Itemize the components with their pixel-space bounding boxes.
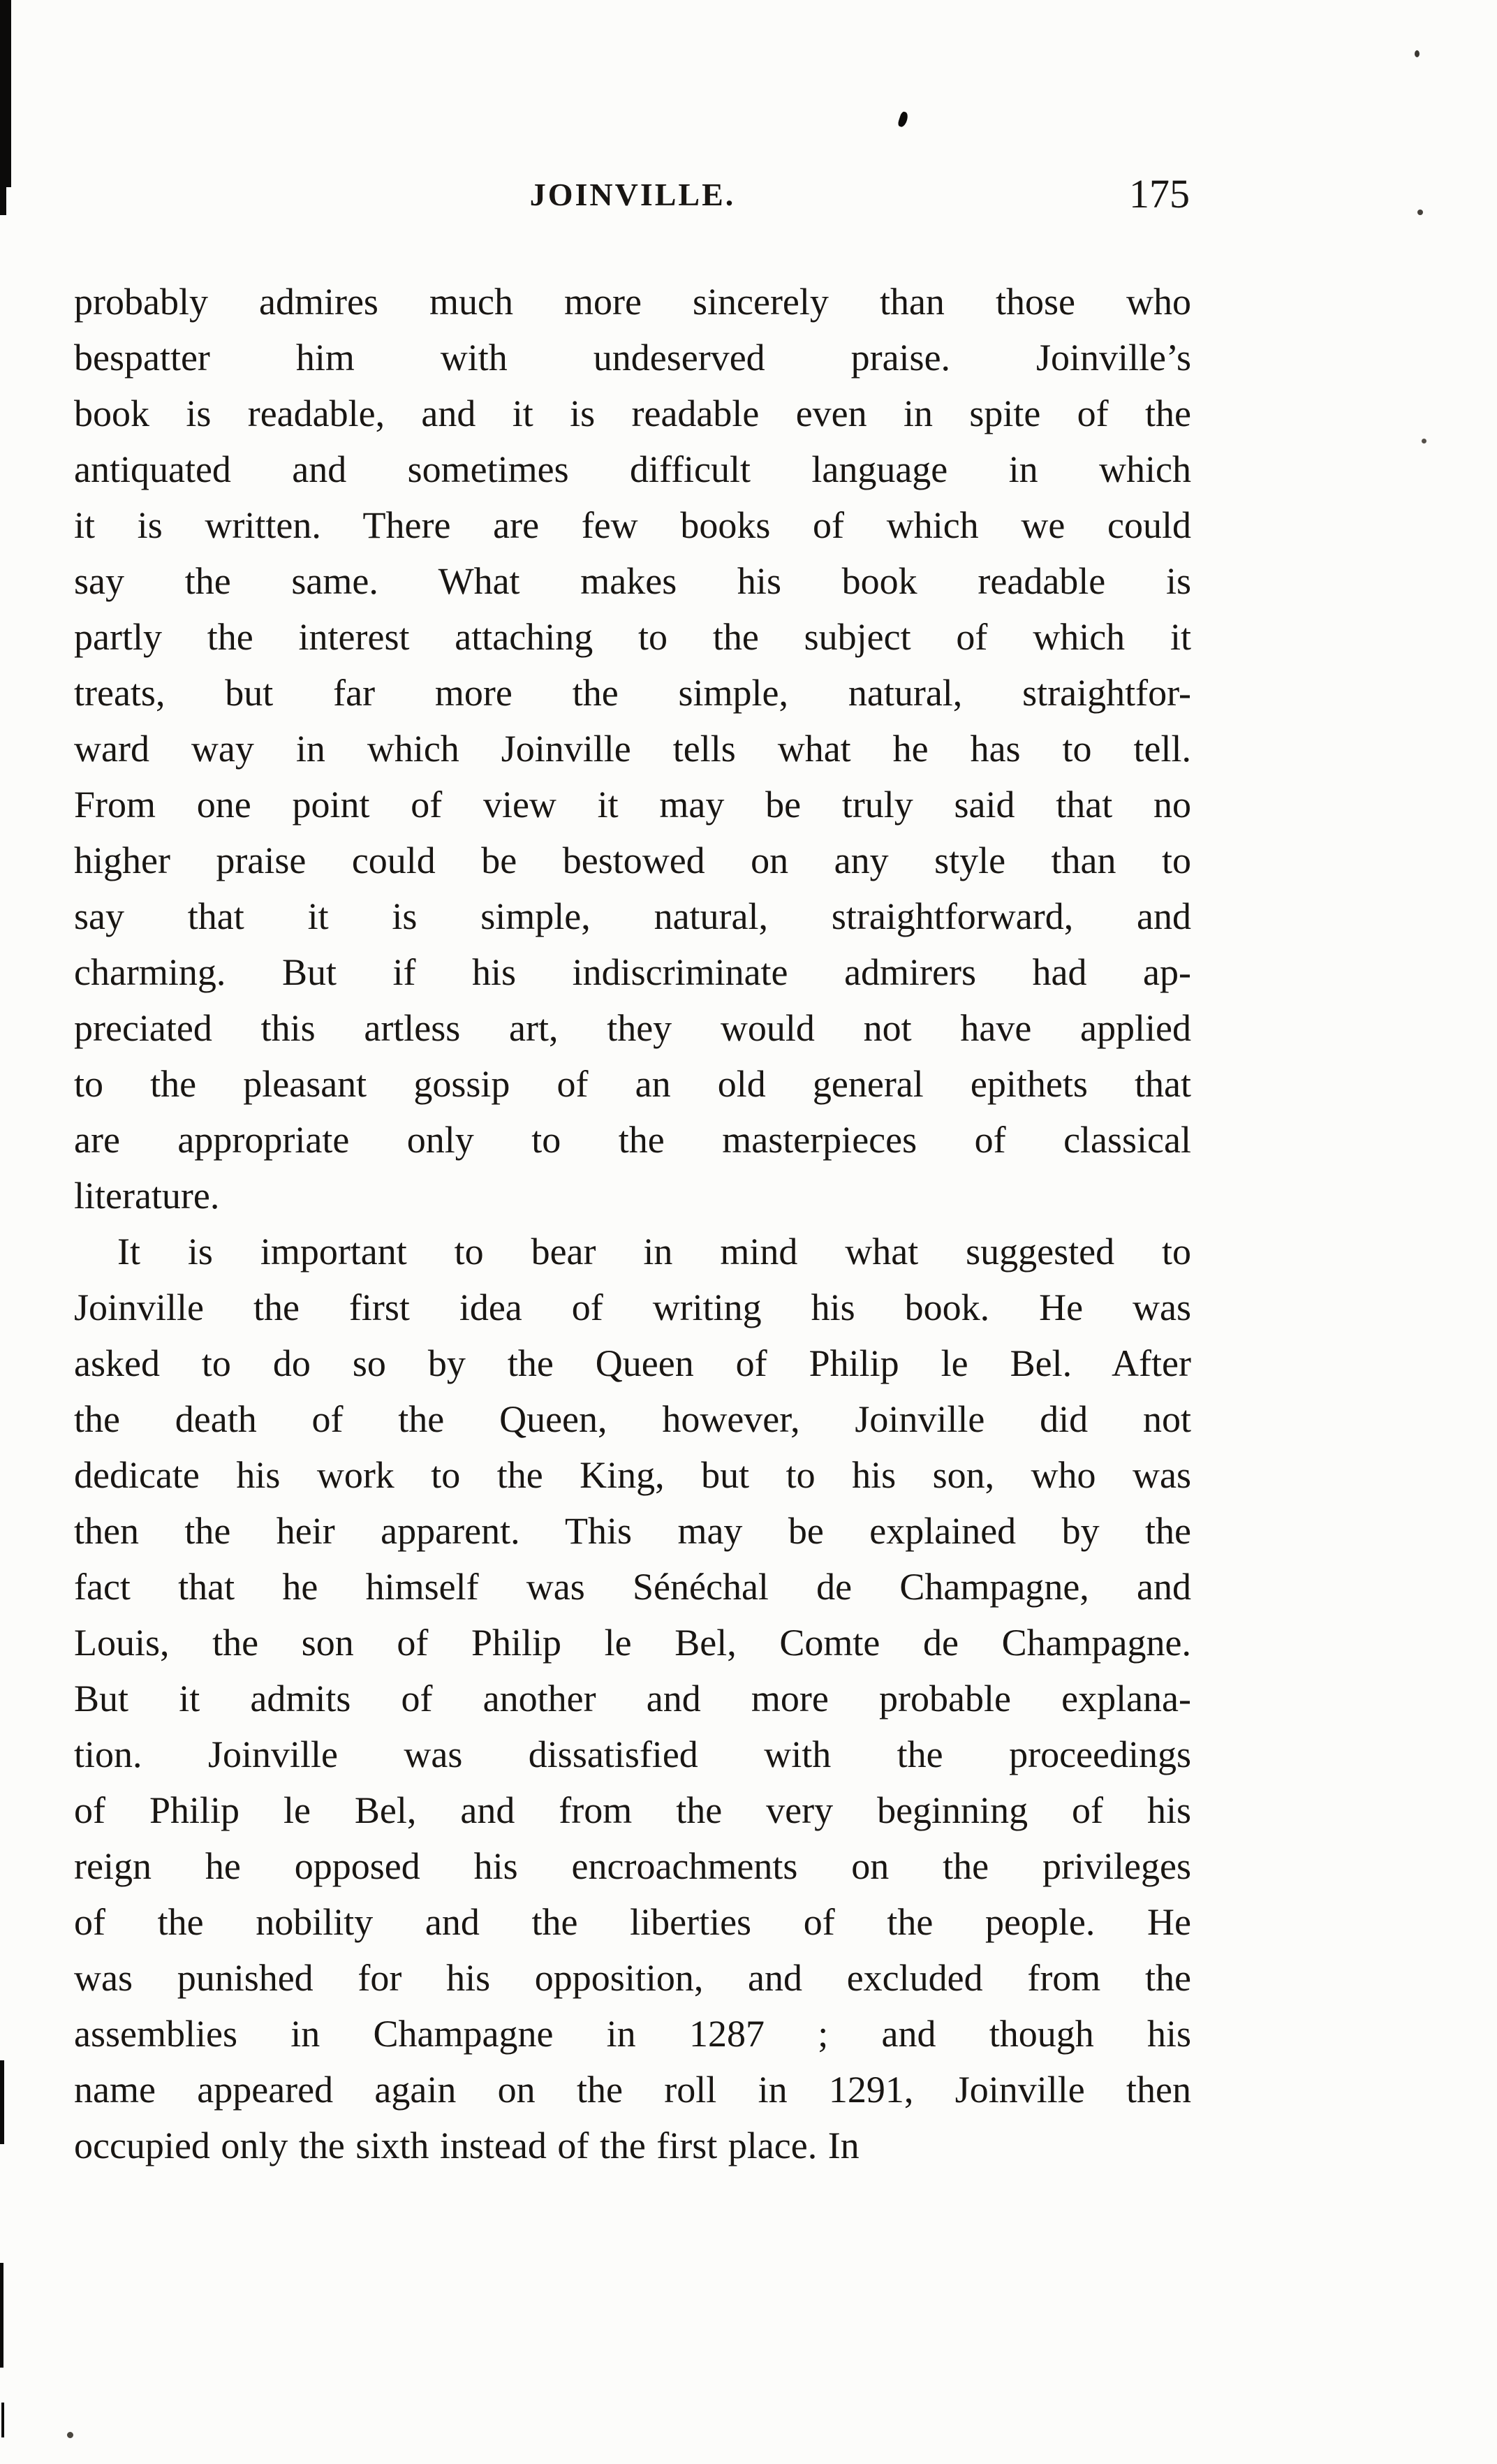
text-line: It is important to bear in mind what suggested to — [117, 1231, 1191, 1273]
scan-artifact-left-dash — [0, 2060, 4, 2144]
text-line: name appeared again on the roll in 1291, Joinville then — [74, 2069, 1191, 2111]
paragraph-2 — [74, 1224, 1191, 2173]
text-line: dedicate his work to the King, but to his son, who was — [74, 1454, 1191, 1496]
text-line: higher praise could be bestowed on any style than to — [74, 839, 1191, 881]
text-line: of Philip le Bel, and from the very beginning of his — [74, 1789, 1191, 1831]
scan-artifact-speck — [897, 111, 909, 128]
text-line: assemblies in Champagne in 1287 ; and though his — [74, 2013, 1191, 2055]
running-title: JOINVILLE. — [529, 177, 736, 212]
text-line: probably admires much more sincerely than those who — [74, 281, 1191, 323]
text-line: partly the interest attaching to the subject of which it — [74, 616, 1191, 658]
text-line: treats, but far more the simple, natural, straightfor- — [74, 672, 1191, 714]
text-line: fact that he himself was Sénéchal de Champagne, and — [74, 1566, 1191, 1608]
text-line: From one point of view it may be truly said that no — [74, 784, 1191, 826]
text-line: ward way in which Joinville tells what he has to tell. — [74, 728, 1191, 770]
paragraph-1 — [74, 274, 1191, 1224]
text-line: tion. Joinville was dissatisfied with the proceedings — [74, 1733, 1191, 1775]
scan-artifact-speck — [67, 2432, 73, 2438]
text-line: Joinville the first idea of writing his book. He was — [74, 1286, 1191, 1328]
text-line: book is readable, and it is readable even in spite of the — [74, 393, 1191, 434]
text-line: antiquated and sometimes difficult language in which — [74, 448, 1191, 490]
text-line: of the nobility and the liberties of the people. He — [74, 1901, 1191, 1943]
text-line: the death of the Queen, however, Joinville did not — [74, 1398, 1191, 1440]
text-line: asked to do so by the Queen of Philip le Bel. After — [74, 1342, 1191, 1384]
text-line: bespatter him with undeserved praise. Joinville’s — [74, 337, 1191, 379]
page-number: 175 — [1129, 171, 1190, 217]
text-line: occupied only the sixth instead of the first place. In — [74, 2125, 860, 2166]
text-line: to the pleasant gossip of an old general epithets that — [74, 1063, 1191, 1105]
scan-artifact-left-bar-tail — [0, 187, 6, 215]
page-header — [74, 171, 1191, 232]
text-line: then the heir apparent. This may be explained by the — [74, 1510, 1191, 1552]
scan-artifact-left-dash — [1, 2403, 4, 2437]
text-line: charming. But if his indiscriminate admirers had ap- — [74, 951, 1191, 993]
text-line: was punished for his opposition, and excluded from the — [74, 1957, 1191, 1999]
text-line: But it admits of another and more probable explana- — [74, 1678, 1191, 1719]
text-line: preciated this artless art, they would not have applied — [74, 1007, 1191, 1049]
text-line: say the same. What makes his book readable is — [74, 560, 1191, 602]
text-line: it is written. There are few books of which we could — [74, 504, 1191, 546]
text-line: reign he opposed his encroachments on the privileges — [74, 1845, 1191, 1887]
text-line: Louis, the son of Philip le Bel, Comte de Champagne. — [74, 1622, 1191, 1664]
scan-artifact-speck — [1415, 50, 1419, 57]
scan-artifact-speck — [1422, 439, 1426, 443]
body-text — [74, 274, 1191, 2173]
scan-artifact-left-dash — [0, 2263, 3, 2368]
scan-artifact-left-bar — [0, 0, 11, 187]
text-line: literature. — [74, 1175, 220, 1217]
text-line: say that it is simple, natural, straightforward, and — [74, 895, 1191, 937]
scan-artifact-speck — [1417, 210, 1423, 215]
text-line: are appropriate only to the masterpieces of classical — [74, 1119, 1191, 1161]
